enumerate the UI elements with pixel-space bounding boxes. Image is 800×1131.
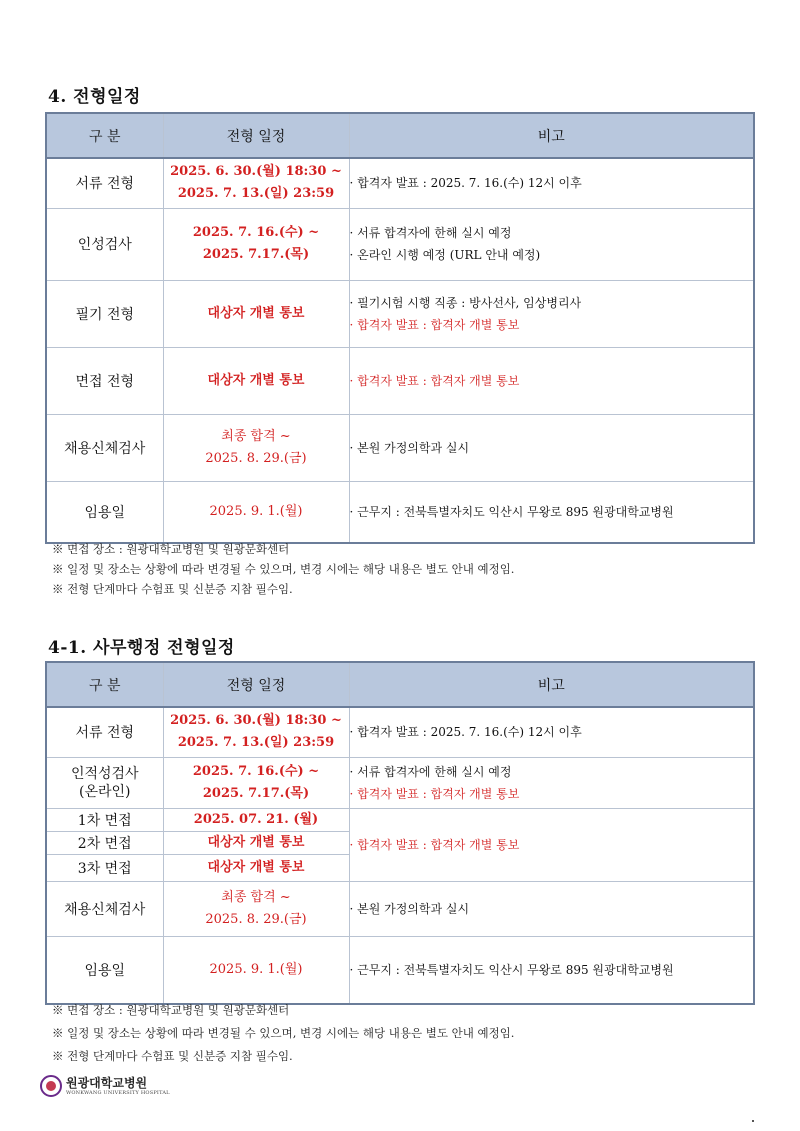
header-category: 구 분 bbox=[46, 662, 163, 707]
category-cell: 필기 전형 bbox=[46, 280, 163, 347]
footnote-line: ※ 면접 장소 : 원광대학교병원 및 원광문화센터 bbox=[52, 542, 290, 556]
remark-line: · 온라인 시행 예정 (URL 안내 예정) bbox=[349, 248, 541, 262]
schedule-table-2 bbox=[45, 661, 755, 1005]
footnotes-1 bbox=[52, 539, 514, 599]
remark-line: · 본원 가정의학과 실시 bbox=[349, 440, 470, 455]
table-row bbox=[46, 481, 754, 543]
remark-line: · 근무지 : 전북특별자치도 익산시 무왕로 895 원광대학교병원 bbox=[349, 962, 674, 977]
remarks-cell bbox=[349, 347, 754, 414]
schedule-cell bbox=[163, 481, 349, 543]
schedule-line: 2025. 8. 29.(금) bbox=[205, 911, 307, 927]
category-cell: 서류 전형 bbox=[46, 707, 163, 757]
footnote-line: ※ 일정 및 장소는 상황에 따라 변경될 수 있으며, 변경 시에는 해당 내용은 별도 안내 예정임. bbox=[52, 1026, 515, 1040]
schedule-cell bbox=[163, 707, 349, 757]
remark-line: · 합격자 발표 : 2025. 7. 16.(수) 12시 이후 bbox=[349, 725, 582, 740]
table-row bbox=[46, 414, 754, 481]
schedule-line: 대상자 개별 통보 bbox=[207, 372, 305, 388]
header-category: 구 분 bbox=[46, 113, 163, 158]
schedule-line: 대상자 개별 통보 bbox=[207, 859, 305, 875]
category-cell: 1차 면접 bbox=[46, 808, 163, 831]
footnote-line: ※ 전형 단계마다 수험표 및 신분증 지참 필수임. bbox=[52, 582, 293, 596]
table-row bbox=[46, 757, 754, 808]
table-row bbox=[46, 158, 754, 208]
schedule-line: 최종 합격 ~ bbox=[221, 428, 291, 444]
hospital-emblem-icon bbox=[40, 1075, 62, 1097]
remarks-cell bbox=[349, 808, 754, 881]
header-remarks: 비고 bbox=[349, 113, 754, 158]
category-cell: 임용일 bbox=[46, 481, 163, 543]
schedule-line: 2025. 9. 1.(월) bbox=[209, 503, 303, 519]
schedule-line: 2025. 7. 16.(수) ~ bbox=[192, 763, 320, 779]
page-mark bbox=[752, 1120, 754, 1122]
schedule-cell bbox=[163, 854, 349, 881]
schedule-line: 2025. 6. 30.(월) 18:30 ~ bbox=[170, 713, 342, 729]
section2-heading: 4-1. 사무행정 전형일정 bbox=[48, 638, 235, 658]
section1-heading: 4. 전형일정 bbox=[48, 87, 141, 107]
table-row bbox=[46, 936, 754, 1004]
schedule-cell bbox=[163, 280, 349, 347]
schedule-line: 2025. 7. 16.(수) ~ bbox=[192, 225, 320, 240]
category-cell: 면접 전형 bbox=[46, 347, 163, 414]
schedule-cell bbox=[163, 936, 349, 1004]
table-row bbox=[46, 208, 754, 280]
schedule-line: 2025. 9. 1.(월) bbox=[209, 961, 303, 977]
category-cell: 채용신체검사 bbox=[46, 881, 163, 936]
header-remarks: 비고 bbox=[349, 662, 754, 707]
footnote-line: ※ 전형 단계마다 수험표 및 신분증 지참 필수임. bbox=[52, 1049, 293, 1063]
table-row bbox=[46, 280, 754, 347]
table-row bbox=[46, 881, 754, 936]
schedule-cell bbox=[163, 881, 349, 936]
remark-line: · 합격자 발표 : 합격자 개별 통보 bbox=[349, 786, 520, 801]
remarks-cell bbox=[349, 757, 754, 808]
schedule-line: 2025. 7.17.(목) bbox=[202, 247, 310, 262]
footnote-line: ※ 일정 및 장소는 상황에 따라 변경될 수 있으며, 변경 시에는 해당 내용은 별도 안내 예정임. bbox=[52, 562, 515, 576]
schedule-cell bbox=[163, 414, 349, 481]
schedule-line: 2025. 7. 13.(일) 23:59 bbox=[177, 186, 335, 202]
table-row bbox=[46, 808, 754, 831]
schedule-line: 대상자 개별 통보 bbox=[207, 305, 305, 321]
remark-line: · 본원 가정의학과 실시 bbox=[349, 901, 470, 916]
schedule-line: 2025. 6. 30.(월) 18:30 ~ bbox=[170, 164, 342, 180]
schedule-cell bbox=[163, 808, 349, 831]
schedule-line: 2025. 07. 21. (월) bbox=[193, 811, 319, 827]
category-cell: 채용신체검사 bbox=[46, 414, 163, 481]
category-cell: 인성검사 bbox=[46, 208, 163, 280]
schedule-cell bbox=[163, 831, 349, 854]
table-row bbox=[46, 347, 754, 414]
schedule-line: 2025. 8. 29.(금) bbox=[205, 450, 307, 466]
remark-line: · 근무지 : 전북특별자치도 익산시 무왕로 895 원광대학교병원 bbox=[349, 504, 674, 519]
remark-line: · 합격자 발표 : 2025. 7. 16.(수) 12시 이후 bbox=[349, 176, 582, 191]
schedule-cell bbox=[163, 208, 349, 280]
schedule-line: 최종 합격 ~ bbox=[221, 889, 291, 905]
schedule-cell bbox=[163, 757, 349, 808]
remarks-cell bbox=[349, 881, 754, 936]
remarks-cell bbox=[349, 280, 754, 347]
remarks-cell bbox=[349, 158, 754, 208]
category-cell: 임용일 bbox=[46, 936, 163, 1004]
schedule-cell bbox=[163, 158, 349, 208]
category-cell: 인적성검사 (온라인) bbox=[46, 757, 163, 808]
footnotes-2 bbox=[52, 1000, 514, 1069]
remark-line: · 합격자 발표 : 합격자 개별 통보 bbox=[349, 373, 520, 388]
remarks-cell bbox=[349, 936, 754, 1004]
remark-line: · 서류 합격자에 한해 실시 예정 bbox=[349, 764, 512, 779]
schedule-line: 2025. 7. 13.(일) 23:59 bbox=[177, 735, 335, 751]
remarks-cell bbox=[349, 481, 754, 543]
category-cell: 3차 면접 bbox=[46, 854, 163, 881]
schedule-cell bbox=[163, 347, 349, 414]
schedule-line: 대상자 개별 통보 bbox=[207, 834, 305, 850]
remark-line: · 필기시험 시행 직종 : 방사선사, 임상병리사 bbox=[349, 295, 582, 310]
remark-line: · 합격자 발표 : 합격자 개별 통보 bbox=[349, 837, 520, 852]
schedule-line: 2025. 7.17.(목) bbox=[202, 785, 310, 801]
schedule-table-1 bbox=[45, 112, 755, 544]
remarks-cell bbox=[349, 707, 754, 757]
logo-english: WONKWANG UNIVERSITY HOSPITAL bbox=[66, 1089, 170, 1096]
remark-line: · 서류 합격자에 한해 실시 예정 bbox=[349, 226, 512, 240]
category-cell: 2차 면접 bbox=[46, 831, 163, 854]
category-cell: 서류 전형 bbox=[46, 158, 163, 208]
remarks-cell bbox=[349, 414, 754, 481]
header-schedule: 전형 일정 bbox=[163, 662, 349, 707]
footnote-line: ※ 면접 장소 : 원광대학교병원 및 원광문화센터 bbox=[52, 1003, 290, 1017]
remark-line: · 합격자 발표 : 합격자 개별 통보 bbox=[349, 317, 520, 332]
header-schedule: 전형 일정 bbox=[163, 113, 349, 158]
hospital-logo bbox=[40, 1075, 170, 1097]
table-row bbox=[46, 707, 754, 757]
logo-korean: 원광대학교병원 bbox=[66, 1075, 148, 1090]
remarks-cell bbox=[349, 208, 754, 280]
